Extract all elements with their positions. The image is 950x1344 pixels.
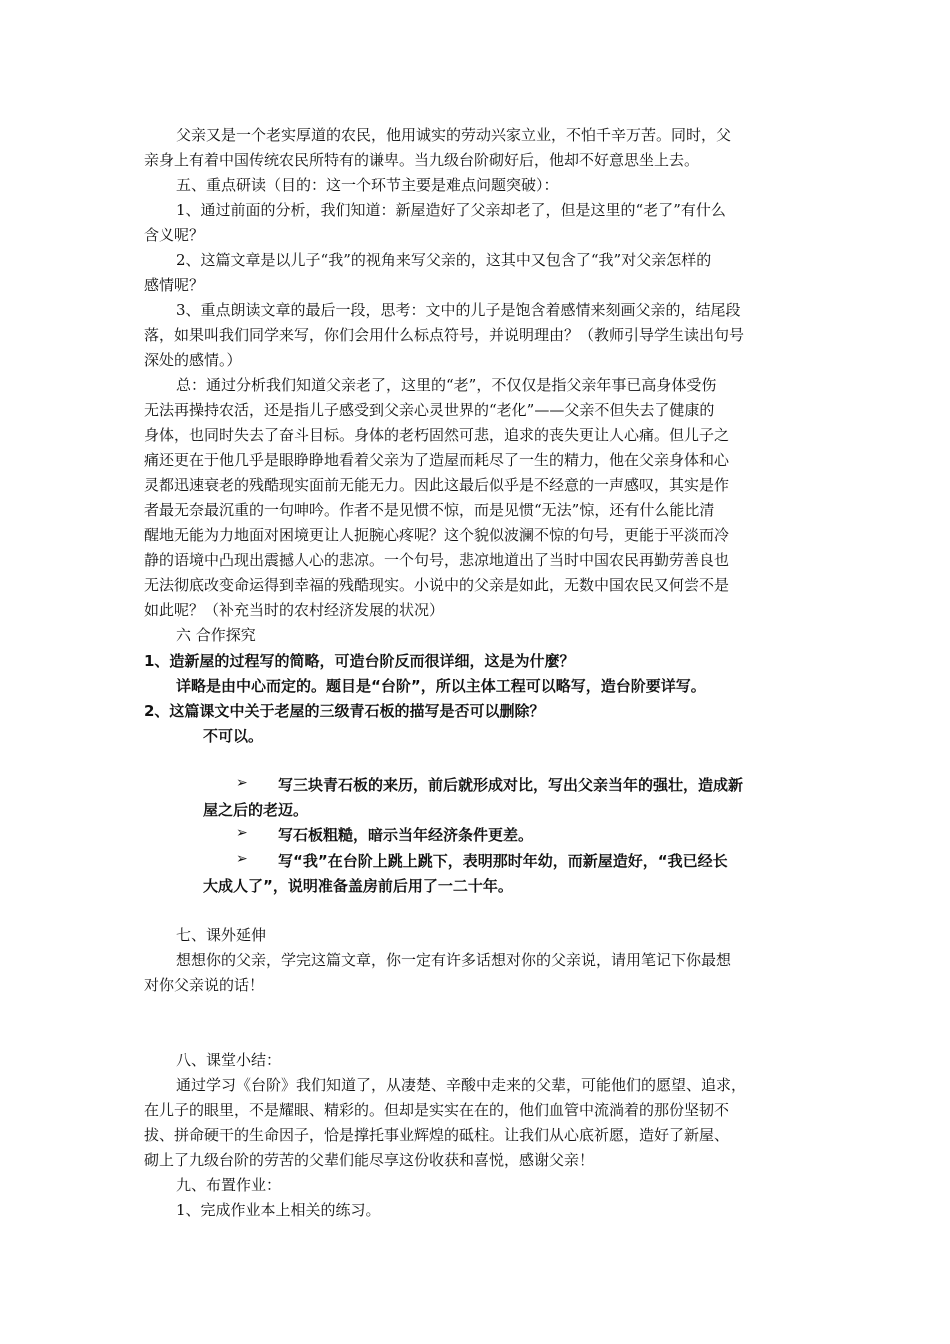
paragraph-line: 对你父亲说的话！ (144, 976, 265, 994)
arrow-bullet-icon: ➢ (236, 851, 248, 867)
question-line: 含义呢？ (144, 226, 205, 244)
paragraph-line: 父亲又是一个老实厚道的农民，他用诚实的劳动兴家立业，不怕千辛万苦。同时，父 (176, 126, 732, 144)
bullet-item-continued: 大成人了”，说明准备盖房前后用了一二十年。 (203, 877, 513, 895)
paragraph-line: 砌上了九级台阶的劳苦的父辈们能尽享这份收获和喜悦，感谢父亲！ (144, 1151, 595, 1169)
summary-line: 无法彻底改变命运得到幸福的残酷现实。小说中的父亲是如此，无数中国农民又何尝不是 (144, 576, 730, 594)
arrow-bullet-icon: ➢ (236, 825, 248, 841)
summary-line: 如此呢？（补充当时的农村经济发展的状况） (144, 601, 445, 619)
bold-answer: 详略是由中心而定的。题目是“台阶”，所以主体工程可以略写，造台阶要详写。 (176, 677, 706, 695)
question-line: 深处的感情。） (144, 351, 242, 369)
paragraph-line: 在儿子的眼里，不是耀眼、精彩的。但却是实实在在的，他们血管中流淌着的那份坚韧不 (144, 1101, 730, 1119)
bold-question: 2、这篇课文中关于老屋的三级青石板的描写是否可以删除？ (144, 702, 545, 720)
summary-line: 总：通过分析我们知道父亲老了，这里的“老”，不仅仅是指父亲年事已高身体受伤 (176, 376, 717, 394)
section-heading: 七、课外延伸 (176, 926, 267, 944)
question-line: 2、这篇文章是以儿子“我”的视角来写父亲的，这其中又包含了“我”对父亲怎样的 (176, 251, 712, 269)
summary-line: 无法再操持农活，还是指儿子感受到父亲心灵世界的“老化”——父亲不但失去了健康的 (144, 401, 715, 419)
summary-line: 灵都迅速衰老的残酷现实面前无能无力。因此这最后似乎是不经意的一声感叹，其实是作 (144, 476, 730, 494)
summary-line: 者最无奈最沉重的一句呻吟。作者不是见惯不惊，而是见惯“无法”惊，还有什么能比清 (144, 501, 715, 519)
bold-question: 1、造新屋的过程写的简略，可造台阶反而很详细，这是为什麼？ (144, 652, 575, 670)
summary-line: 身体，也同时失去了奋斗目标。身体的老朽固然可悲，追求的丧失更让人心痛。但儿子之 (144, 426, 730, 444)
section-heading: 八、课堂小结： (176, 1051, 282, 1069)
paragraph-line: 亲身上有着中国传统农民所特有的谦卑。当九级台阶砌好后，他却不好意思坐上去。 (144, 151, 700, 169)
question-line: 1、通过前面的分析，我们知道：新屋造好了父亲却老了，但是这里的“老了”有什么 (176, 201, 726, 219)
section-heading: 六 合作探究 (176, 626, 256, 644)
bullet-item-continued: 屋之后的老迈。 (203, 801, 309, 819)
paragraph-line: 拔、拼命硬干的生命因子，恰是撑托事业辉煌的砥柱。让我们从心底祈愿，造好了新屋、 (144, 1126, 730, 1144)
section-heading: 五、重点研读（目的：这一个环节主要是难点问题突破）： (176, 176, 559, 194)
summary-line: 痛还更在于他几乎是眼睁睁地看着父亲为了造屋而耗尽了一生的精力，他在父亲身体和心 (144, 451, 730, 469)
summary-line: 静的语境中凸现出震撼人心的悲凉。一个句号，悲凉地道出了当时中国农民再勤劳善良也 (144, 551, 730, 569)
question-line: 感情呢？ (144, 276, 205, 294)
question-line: 3、重点朗读文章的最后一段，思考：文中的儿子是饱含着感情来刻画父亲的，结尾段 (176, 301, 741, 319)
bullet-item: 写“我”在台阶上跳上跳下，表明那时年幼，而新屋造好，“我已经长 (278, 852, 728, 870)
paragraph-line: 想想你的父亲，学完这篇文章，你一定有许多话想对你的父亲说，请用笔记下你最想 (176, 951, 732, 969)
bullet-item: 写三块青石板的来历，前后就形成对比，写出父亲当年的强壮，造成新 (278, 776, 744, 794)
paragraph-line: 通过学习《台阶》我们知道了，从凄楚、辛酸中走来的父辈，可能他们的愿望、追求， (176, 1076, 747, 1094)
question-line: 落，如果叫我们同学来写，你们会用什么标点符号，并说明理由？（教师引导学生读出句号 (144, 326, 745, 344)
bold-answer: 不可以。 (203, 727, 264, 745)
paragraph-line: 1、完成作业本上相关的练习。 (176, 1201, 381, 1219)
summary-line: 醒地无能为力地面对困境更让人扼腕心疼呢？这个貌似波澜不惊的句号，更能于平淡而冷 (144, 526, 730, 544)
bullet-item: 写石板粗糙，暗示当年经济条件更差。 (278, 826, 534, 844)
section-heading: 九、布置作业： (176, 1176, 282, 1194)
arrow-bullet-icon: ➢ (236, 775, 248, 791)
